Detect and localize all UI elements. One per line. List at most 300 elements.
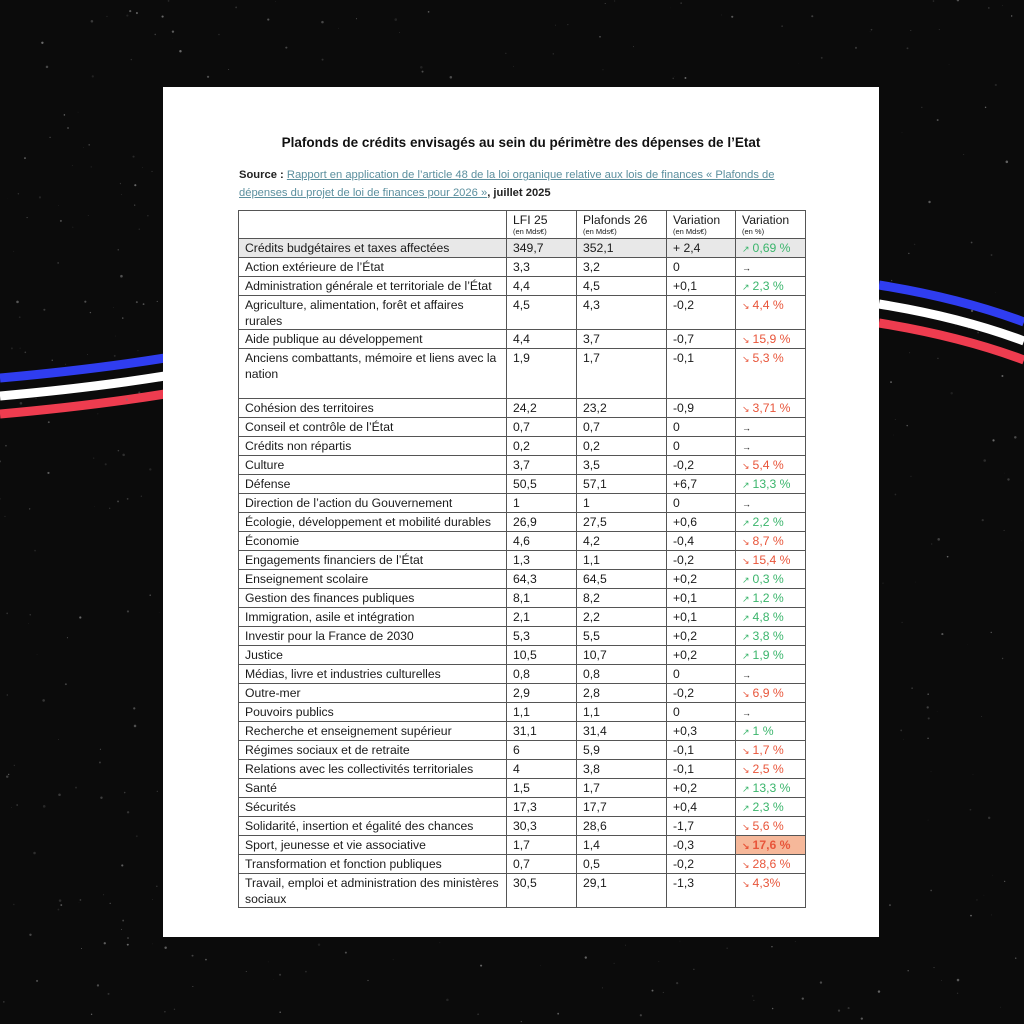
speck bbox=[889, 904, 891, 906]
table-row bbox=[239, 703, 806, 722]
speck bbox=[152, 944, 153, 945]
speck bbox=[24, 157, 26, 159]
variation-pct-cell bbox=[736, 475, 806, 494]
variation-mds-value: +0,6 bbox=[667, 513, 736, 532]
table-row bbox=[239, 513, 806, 532]
speck bbox=[109, 508, 110, 509]
speck bbox=[138, 391, 140, 393]
speck bbox=[118, 249, 119, 250]
variation-pct-value: 13,3 % bbox=[752, 781, 791, 795]
speck bbox=[446, 999, 449, 1002]
lfi25-value: 17,3 bbox=[507, 798, 577, 817]
speck bbox=[928, 201, 930, 203]
speck bbox=[848, 1007, 850, 1009]
speck bbox=[58, 739, 59, 740]
trend-down-icon: ↘ bbox=[742, 301, 750, 311]
speck bbox=[555, 25, 556, 26]
mission-name: Administration générale et territoriale de l’État bbox=[239, 277, 507, 296]
speck bbox=[164, 947, 166, 949]
variation-pct-cell bbox=[736, 456, 806, 475]
variation-mds-value: -1,3 bbox=[667, 874, 736, 908]
speck bbox=[120, 183, 121, 184]
speck bbox=[121, 194, 122, 195]
speck bbox=[305, 971, 307, 973]
speck bbox=[99, 762, 101, 764]
lfi25-value: 1 bbox=[507, 494, 577, 513]
variation-mds-value: +0,1 bbox=[667, 589, 736, 608]
variation-pct-cell bbox=[736, 570, 806, 589]
left-ribbon bbox=[0, 358, 165, 414]
trend-up-icon: ↗ bbox=[742, 244, 750, 254]
variation-mds-value: 0 bbox=[667, 703, 736, 722]
variation-mds-value: -0,1 bbox=[667, 760, 736, 779]
speck bbox=[968, 328, 969, 329]
mission-name: Investir pour la France de 2030 bbox=[239, 627, 507, 646]
variation-pct-cell bbox=[736, 874, 806, 908]
mission-name: Crédits budgétaires et taxes affectées bbox=[239, 239, 507, 258]
speck bbox=[908, 253, 909, 254]
speck bbox=[428, 11, 430, 13]
variation-mds-value: +6,7 bbox=[667, 475, 736, 494]
variation-mds-value: -0,2 bbox=[667, 551, 736, 570]
plafonds26-value: 2,8 bbox=[577, 684, 667, 703]
speck bbox=[927, 693, 928, 694]
lfi25-value: 30,3 bbox=[507, 817, 577, 836]
speck bbox=[36, 398, 37, 399]
speck bbox=[721, 15, 722, 16]
speck bbox=[908, 970, 909, 971]
speck bbox=[731, 16, 733, 18]
lfi25-value: 4,5 bbox=[507, 296, 577, 330]
plafonds26-value: 31,4 bbox=[577, 722, 667, 741]
trend-down-icon: ↘ bbox=[742, 461, 750, 471]
speck bbox=[174, 1009, 175, 1010]
speck bbox=[6, 775, 8, 777]
speck bbox=[752, 995, 753, 996]
speck bbox=[268, 962, 269, 963]
table-row bbox=[239, 399, 806, 418]
speck bbox=[107, 16, 108, 17]
table-row bbox=[239, 608, 806, 627]
trend-down-icon: ↘ bbox=[742, 746, 750, 756]
variation-pct-cell bbox=[736, 760, 806, 779]
speck bbox=[143, 303, 145, 305]
speck bbox=[279, 974, 281, 976]
speck bbox=[122, 920, 124, 922]
speck bbox=[121, 929, 122, 930]
column-header bbox=[667, 211, 736, 239]
speck bbox=[279, 1012, 280, 1013]
speck bbox=[1000, 1007, 1001, 1008]
table-row bbox=[239, 570, 806, 589]
speck bbox=[124, 792, 126, 794]
speck bbox=[46, 66, 49, 69]
variation-mds-value: +0,2 bbox=[667, 646, 736, 665]
mission-name: Action extérieure de l’État bbox=[239, 258, 507, 277]
plafonds26-value: 64,5 bbox=[577, 570, 667, 589]
speck bbox=[192, 986, 193, 987]
speck bbox=[72, 165, 73, 166]
variation-pct-cell bbox=[736, 589, 806, 608]
speck bbox=[30, 614, 31, 615]
speck bbox=[338, 28, 339, 29]
trend-up-icon: ↗ bbox=[742, 632, 750, 642]
mission-name: Sécurités bbox=[239, 798, 507, 817]
speck bbox=[553, 53, 554, 54]
mission-name: Travail, emploi et administration des ministères sociaux bbox=[239, 874, 507, 908]
variation-pct-cell bbox=[736, 418, 806, 437]
speck bbox=[726, 948, 727, 949]
speck bbox=[970, 809, 972, 811]
plafonds26-value: 0,7 bbox=[577, 418, 667, 437]
speck bbox=[988, 7, 989, 8]
plafonds26-value: 1,1 bbox=[577, 551, 667, 570]
table-row bbox=[239, 551, 806, 570]
speck bbox=[795, 941, 796, 942]
speck bbox=[65, 364, 66, 365]
table-row bbox=[239, 296, 806, 330]
speck bbox=[29, 508, 30, 509]
speck bbox=[973, 774, 974, 775]
speck bbox=[57, 262, 58, 263]
speck bbox=[134, 725, 137, 728]
table-row bbox=[239, 741, 806, 760]
plafonds26-value: 4,2 bbox=[577, 532, 667, 551]
speck bbox=[152, 171, 153, 172]
table-row bbox=[239, 258, 806, 277]
speck bbox=[1002, 658, 1003, 659]
speck bbox=[97, 984, 99, 986]
variation-pct-value: 5,3 % bbox=[752, 351, 784, 365]
plafonds26-value: 0,8 bbox=[577, 665, 667, 684]
speck bbox=[228, 69, 229, 70]
document-page bbox=[163, 87, 879, 937]
column-header-unit: (en Mds€) bbox=[513, 227, 547, 236]
speck bbox=[19, 316, 21, 318]
table-row bbox=[239, 418, 806, 437]
speck bbox=[585, 956, 587, 958]
speck bbox=[147, 215, 148, 216]
speck bbox=[157, 791, 158, 792]
speck bbox=[995, 84, 997, 86]
speck bbox=[141, 496, 142, 497]
speck bbox=[680, 941, 681, 942]
speck bbox=[127, 937, 129, 939]
speck bbox=[20, 348, 21, 349]
speck bbox=[81, 948, 82, 949]
speck bbox=[126, 15, 128, 17]
table-row bbox=[239, 684, 806, 703]
speck bbox=[98, 413, 99, 414]
mission-name: Solidarité, insertion et égalité des chances bbox=[239, 817, 507, 836]
lfi25-value: 1,5 bbox=[507, 779, 577, 798]
variation-pct-cell bbox=[736, 836, 806, 855]
speck bbox=[871, 29, 873, 31]
speck bbox=[820, 981, 822, 983]
column-header bbox=[577, 211, 667, 239]
speck bbox=[988, 817, 990, 819]
variation-mds-value: -0,4 bbox=[667, 532, 736, 551]
speck bbox=[676, 982, 678, 984]
speck bbox=[127, 811, 129, 813]
lfi25-value: 1,1 bbox=[507, 703, 577, 722]
speck bbox=[321, 21, 324, 24]
column-header-unit: (en Mds€) bbox=[673, 227, 707, 236]
variation-pct-cell bbox=[736, 277, 806, 296]
mission-name: Enseignement scolaire bbox=[239, 570, 507, 589]
plafonds26-value: 5,5 bbox=[577, 627, 667, 646]
lfi25-value: 1,9 bbox=[507, 349, 577, 399]
plafonds26-value: 57,1 bbox=[577, 475, 667, 494]
variation-pct-value: 1,9 % bbox=[752, 648, 784, 662]
variation-mds-value: +0,2 bbox=[667, 627, 736, 646]
mission-name: Engagements financiers de l’État bbox=[239, 551, 507, 570]
speck bbox=[855, 47, 857, 49]
trend-down-icon: ↘ bbox=[742, 537, 750, 547]
speck bbox=[937, 119, 939, 121]
variation-pct-cell bbox=[736, 239, 806, 258]
speck bbox=[693, 969, 694, 970]
speck bbox=[108, 993, 110, 995]
budget-table bbox=[238, 210, 806, 908]
speck bbox=[168, 0, 170, 2]
speck bbox=[172, 31, 174, 33]
speck bbox=[207, 76, 209, 78]
speck bbox=[8, 774, 9, 775]
speck bbox=[133, 707, 135, 709]
speck bbox=[640, 1014, 642, 1016]
table-row bbox=[239, 532, 806, 551]
speck bbox=[1014, 436, 1016, 438]
variation-pct-cell bbox=[736, 703, 806, 722]
source-label: Source : bbox=[239, 169, 284, 181]
lfi25-value: 24,2 bbox=[507, 399, 577, 418]
speck bbox=[927, 738, 928, 739]
speck bbox=[955, 324, 956, 325]
trend-flat-icon: → bbox=[742, 708, 751, 718]
speck bbox=[930, 890, 932, 892]
table-row bbox=[239, 779, 806, 798]
variation-pct-value: 0,3 % bbox=[752, 572, 784, 586]
speck bbox=[33, 852, 36, 855]
speck bbox=[602, 69, 603, 70]
speck bbox=[450, 76, 453, 79]
mission-name: Anciens combattants, mémoire et liens avec la nation bbox=[239, 349, 507, 399]
table-row bbox=[239, 494, 806, 513]
speck bbox=[802, 997, 804, 999]
speck bbox=[52, 360, 53, 361]
table-row bbox=[239, 330, 806, 349]
speck bbox=[928, 717, 930, 719]
speck bbox=[652, 990, 654, 992]
variation-pct-value: 1,7 % bbox=[752, 743, 784, 757]
mission-name: Outre-mer bbox=[239, 684, 507, 703]
plafonds26-value: 3,2 bbox=[577, 258, 667, 277]
speck bbox=[136, 835, 138, 837]
speck bbox=[73, 227, 74, 228]
speck bbox=[950, 392, 952, 394]
variation-mds-value: 0 bbox=[667, 418, 736, 437]
plafonds26-value: 352,1 bbox=[577, 239, 667, 258]
trend-up-icon: ↗ bbox=[742, 518, 750, 528]
column-header-label: Variation bbox=[742, 213, 790, 227]
speck bbox=[1007, 478, 1009, 480]
variation-pct-cell bbox=[736, 665, 806, 684]
speck bbox=[771, 946, 772, 947]
variation-pct-cell bbox=[736, 551, 806, 570]
speck bbox=[505, 53, 506, 54]
variation-pct-cell bbox=[736, 684, 806, 703]
lfi25-value: 349,7 bbox=[507, 239, 577, 258]
plafonds26-value: 1,7 bbox=[577, 779, 667, 798]
speck bbox=[110, 903, 111, 904]
variation-pct-cell bbox=[736, 855, 806, 874]
speck bbox=[991, 914, 992, 915]
speck bbox=[57, 909, 59, 911]
speck bbox=[977, 332, 978, 333]
table-row bbox=[239, 475, 806, 494]
variation-pct-value: 5,6 % bbox=[752, 819, 784, 833]
trend-up-icon: ↗ bbox=[742, 480, 750, 490]
trend-down-icon: ↘ bbox=[742, 822, 750, 832]
variation-pct-value: 2,3 % bbox=[752, 279, 784, 293]
speck bbox=[115, 336, 116, 337]
speck bbox=[422, 71, 424, 73]
table-row bbox=[239, 349, 806, 399]
speck bbox=[861, 1018, 863, 1020]
variation-mds-value: 0 bbox=[667, 258, 736, 277]
plafonds26-value: 1 bbox=[577, 494, 667, 513]
mission-name: Conseil et contrôle de l’État bbox=[239, 418, 507, 437]
variation-pct-cell bbox=[736, 608, 806, 627]
column-header-unit: (en Mds€) bbox=[583, 227, 617, 236]
column-header bbox=[736, 211, 806, 239]
lfi25-value: 1,3 bbox=[507, 551, 577, 570]
table-row bbox=[239, 798, 806, 817]
trend-up-icon: ↗ bbox=[742, 613, 750, 623]
speck bbox=[895, 419, 896, 420]
speck bbox=[906, 425, 907, 426]
speck bbox=[957, 0, 959, 1]
speck bbox=[6, 613, 8, 615]
speck bbox=[781, 25, 782, 26]
speck bbox=[910, 476, 911, 477]
lfi25-value: 3,7 bbox=[507, 456, 577, 475]
speck bbox=[113, 307, 114, 308]
lfi25-value: 0,7 bbox=[507, 855, 577, 874]
speck bbox=[136, 12, 138, 14]
lfi25-value: 4 bbox=[507, 760, 577, 779]
speck bbox=[100, 797, 102, 799]
lfi25-value: 30,5 bbox=[507, 874, 577, 908]
table-row bbox=[239, 277, 806, 296]
speck bbox=[931, 771, 932, 772]
speck bbox=[911, 688, 912, 689]
plafonds26-value: 0,5 bbox=[577, 855, 667, 874]
variation-mds-value: 0 bbox=[667, 665, 736, 684]
speck bbox=[399, 32, 400, 33]
speck bbox=[91, 1014, 92, 1015]
variation-pct-value: 2,5 % bbox=[752, 762, 784, 776]
lfi25-value: 5,3 bbox=[507, 627, 577, 646]
speck bbox=[614, 963, 615, 964]
variation-pct-cell bbox=[736, 532, 806, 551]
speck bbox=[100, 749, 101, 750]
variation-pct-value: 28,6 % bbox=[752, 857, 791, 871]
speck bbox=[567, 24, 568, 25]
variation-pct-value: 15,9 % bbox=[752, 332, 791, 346]
speck bbox=[47, 472, 49, 474]
speck bbox=[927, 706, 929, 708]
table-row bbox=[239, 665, 806, 684]
variation-pct-value: 0,69 % bbox=[752, 241, 791, 255]
lfi25-value: 4,4 bbox=[507, 277, 577, 296]
speck bbox=[367, 980, 368, 981]
table-row bbox=[239, 646, 806, 665]
variation-mds-value: +0,2 bbox=[667, 779, 736, 798]
variation-pct-cell bbox=[736, 437, 806, 456]
speck bbox=[83, 147, 84, 148]
speck bbox=[13, 251, 14, 252]
speck bbox=[58, 793, 61, 796]
trend-down-icon: ↘ bbox=[742, 879, 750, 889]
variation-pct-cell bbox=[736, 722, 806, 741]
speck bbox=[900, 730, 902, 732]
trend-down-icon: ↘ bbox=[742, 335, 750, 345]
lfi25-value: 0,2 bbox=[507, 437, 577, 456]
speck bbox=[275, 1, 276, 2]
source-link[interactable]: Rapport en application de l’article 48 de la loi organique relative aux lois de finances « Plafonds de dépenses du projet de loi de finances pour 2026 » bbox=[239, 169, 775, 199]
speck bbox=[64, 114, 66, 116]
trend-up-icon: ↗ bbox=[742, 282, 750, 292]
speck bbox=[29, 934, 31, 936]
speck bbox=[11, 807, 12, 808]
variation-mds-value: 0 bbox=[667, 437, 736, 456]
speck bbox=[680, 2, 681, 3]
speck bbox=[614, 1, 615, 2]
speck bbox=[933, 0, 935, 2]
speck bbox=[48, 421, 50, 423]
variation-pct-cell bbox=[736, 399, 806, 418]
speck bbox=[7, 695, 8, 696]
trend-down-icon: ↘ bbox=[742, 404, 750, 414]
speck bbox=[127, 610, 129, 612]
plafonds26-value: 3,5 bbox=[577, 456, 667, 475]
trend-up-icon: ↗ bbox=[742, 803, 750, 813]
speck bbox=[16, 804, 17, 805]
variation-pct-cell bbox=[736, 494, 806, 513]
speck bbox=[985, 107, 986, 108]
speck bbox=[43, 309, 45, 311]
speck bbox=[154, 34, 155, 35]
speck bbox=[957, 993, 958, 994]
column-header bbox=[239, 211, 507, 239]
speck bbox=[1011, 15, 1012, 16]
speck bbox=[914, 244, 915, 245]
lfi25-value: 4,4 bbox=[507, 330, 577, 349]
trend-up-icon: ↗ bbox=[742, 651, 750, 661]
speck bbox=[42, 699, 45, 702]
speck bbox=[345, 952, 347, 954]
speck bbox=[540, 965, 541, 966]
speck bbox=[976, 899, 977, 900]
variation-mds-value: + 2,4 bbox=[667, 239, 736, 258]
table-row bbox=[239, 836, 806, 855]
speck bbox=[80, 899, 82, 901]
lfi25-value: 1,7 bbox=[507, 836, 577, 855]
plafonds26-value: 0,2 bbox=[577, 437, 667, 456]
header-row bbox=[239, 211, 806, 239]
